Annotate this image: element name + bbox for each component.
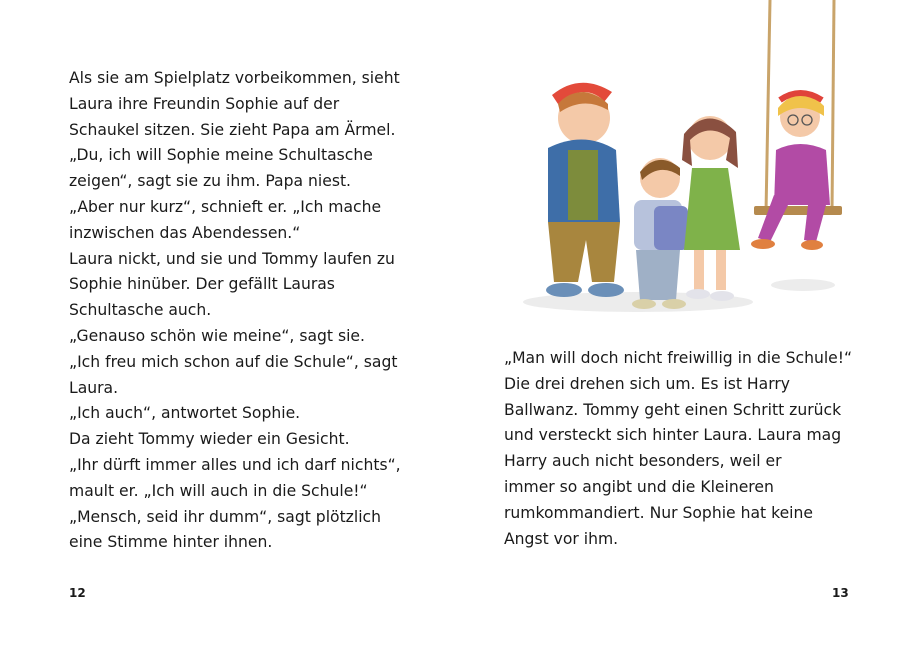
text-line: zeigen“, sagt sie zu ihm. Papa niest.: [69, 172, 352, 191]
text-line: Da zieht Tommy wieder ein Gesicht.: [69, 430, 350, 449]
text-line: immer so angibt und die Kleineren: [504, 477, 774, 496]
right-page-text: [504, 346, 852, 552]
text-line: Als sie am Spielplatz vorbeikommen, sieht: [69, 69, 400, 87]
text-line: Schaukel sitzen. Sie zieht Papa am Ärmel.: [69, 120, 396, 139]
text-line: „Ich freu mich schon auf die Schule“, sagt: [69, 352, 398, 371]
text-line: Laura nickt, und sie und Tommy laufen zu: [69, 249, 395, 268]
text-line: Angst vor ihm.: [504, 529, 619, 548]
text-line: mault er. „Ich will auch in die Schule!“: [69, 481, 368, 500]
text-line: „Ich auch“, antwortet Sophie.: [69, 404, 301, 423]
text-line: und versteckt sich hinter Laura. Laura mag: [504, 426, 842, 445]
page-number-left: 12: [69, 586, 86, 600]
text-line: „Mensch, seid ihr dumm“, sagt plötzlich: [69, 507, 381, 526]
text-line: inzwischen das Abendessen.“: [69, 223, 301, 242]
text-line: rumkommandiert. Nur Sophie hat keine: [504, 503, 813, 522]
page-number-right: 13: [832, 586, 849, 600]
text-line: „Man will doch nicht freiwillig in die Schule!“: [504, 349, 853, 367]
text-line: „Aber nur kurz“, schnieft er. „Ich mache: [69, 197, 382, 216]
text-line: „Ihr dürft immer alles und ich darf nichts“,: [69, 455, 401, 474]
text-line: Laura.: [69, 378, 119, 397]
text-line: Harry auch nicht besonders, weil er: [504, 452, 782, 471]
text-line: „Genauso schön wie meine“, sagt sie.: [69, 326, 365, 345]
text-line: Die drei drehen sich um. Es ist Harry: [504, 374, 790, 393]
right-page: [458, 0, 917, 648]
text-line: „Du, ich will Sophie meine Schultasche: [69, 146, 373, 165]
text-line: Laura ihre Freundin Sophie auf der: [69, 94, 340, 113]
text-line: eine Stimme hinter ihnen.: [69, 533, 273, 552]
text-line: Schultasche auch.: [69, 301, 212, 320]
text-line: Sophie hinüber. Der gefällt Lauras: [69, 275, 335, 294]
text-line: Ballwanz. Tommy geht einen Schritt zurück: [504, 400, 842, 419]
left-page-text: [69, 66, 401, 556]
playground-illustration: [508, 0, 848, 320]
left-page: [0, 0, 458, 648]
